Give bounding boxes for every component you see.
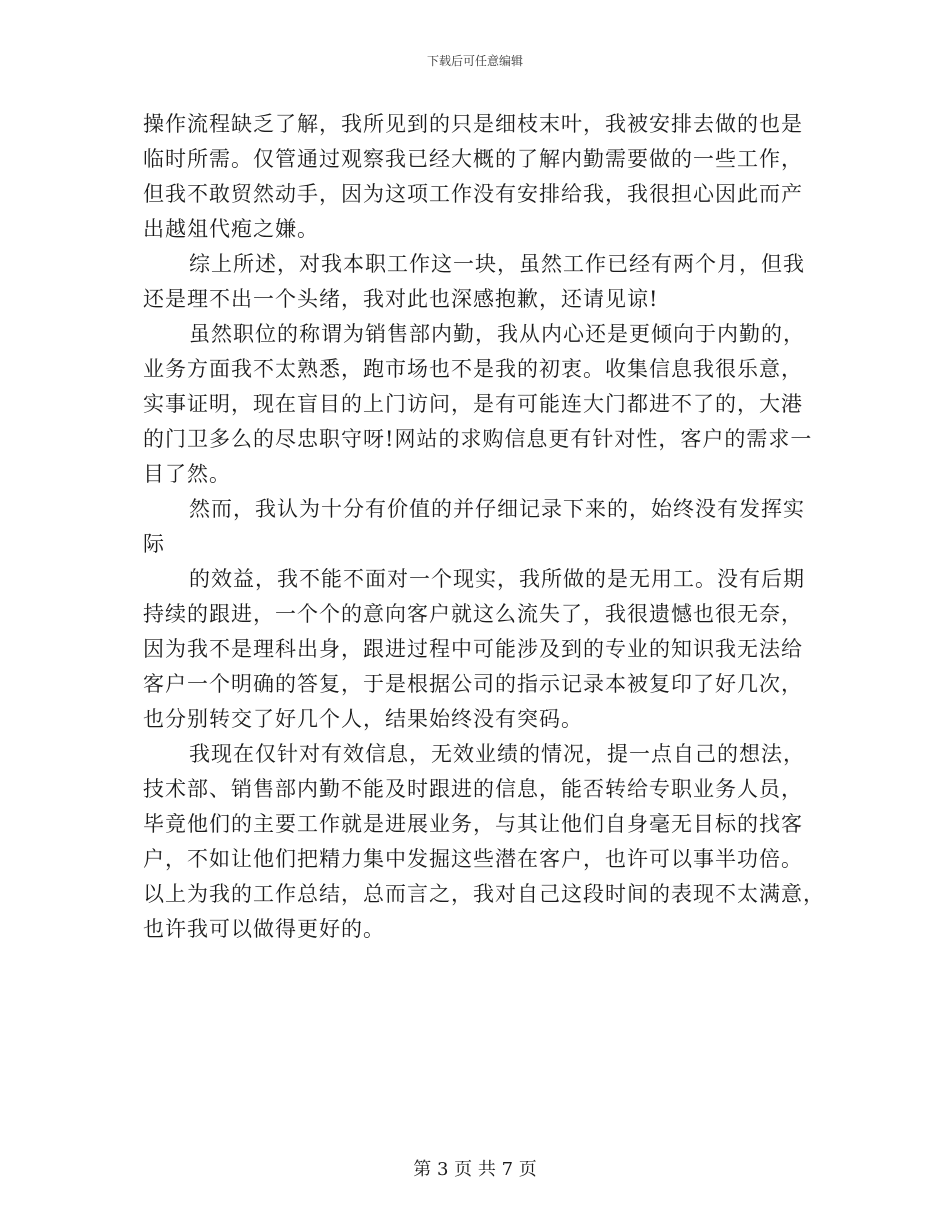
text-line: 出越俎代疱之嫌。	[143, 217, 319, 241]
text-line: 以上为我的工作总结，总而言之，我对自己这段时间的表现不太满意，	[143, 882, 825, 906]
page-number: 第 3 页 共 7 页	[413, 1159, 537, 1180]
text-line: 目了然。	[143, 462, 231, 486]
text-line: 客户一个明确的答复，于是根据公司的指示记录本被复印了好几次，	[143, 672, 803, 696]
text-line: 的效益，我不能不面对一个现实，我所做的是无用工。没有后期	[189, 567, 805, 591]
text-line: 毕竟他们的主要工作就是进展业务，与其让他们自身毫无目标的找客	[143, 812, 803, 836]
document-body	[143, 107, 825, 947]
text-line: 的门卫多么的尽忠职守呀!网站的求购信息更有针对性，客户的需求一	[143, 427, 813, 451]
text-line: 虽然职位的称谓为销售部内勤，我从内心还是更倾向于内勤的，	[189, 322, 805, 346]
text-line: 但我不敢贸然动手，因为这项工作没有安排给我，我很担心因此而产	[143, 182, 803, 206]
text-line: 还是理不出一个头绪，我对此也深感抱歉，还请见谅!	[143, 287, 659, 311]
text-line: 户，不如让他们把精力集中发掘这些潜在客户，也许可以事半功倍。	[143, 847, 803, 871]
text-line: 因为我不是理科出身，跟进过程中可能涉及到的专业的知识我无法给	[143, 637, 803, 661]
text-line: 我现在仅针对有效信息，无效业绩的情况，提一点自己的想法，	[189, 742, 805, 766]
text-line: 也分别转交了好几个人，结果始终没有突码。	[143, 707, 583, 731]
text-line: 际	[143, 532, 165, 556]
text-line: 也许我可以做得更好的。	[143, 917, 385, 941]
text-line: 然而，我认为十分有价值的并仔细记录下来的，始终没有发挥实	[189, 497, 805, 521]
text-line: 技术部、销售部内勤不能及时跟进的信息，能否转给专职业务人员，	[143, 777, 803, 801]
text-line: 综上所述，对我本职工作这一块，虽然工作已经有两个月，但我	[189, 252, 805, 276]
header-note: 下载后可任意编辑	[426, 54, 523, 68]
text-line: 实事证明，现在盲目的上门访问，是有可能连大门都进不了的，大港	[143, 392, 803, 416]
text-line: 操作流程缺乏了解，我所见到的只是细枝末叶，我被安排去做的也是	[143, 112, 803, 136]
text-line: 持续的跟进，一个个的意向客户就这么流失了，我很遗憾也很无奈，	[143, 602, 803, 626]
text-line: 业务方面我不太熟悉，跑市场也不是我的初衷。收集信息我很乐意，	[143, 357, 803, 381]
text-line: 临时所需。仅管通过观察我已经大概的了解内勤需要做的一些工作，	[143, 147, 803, 171]
